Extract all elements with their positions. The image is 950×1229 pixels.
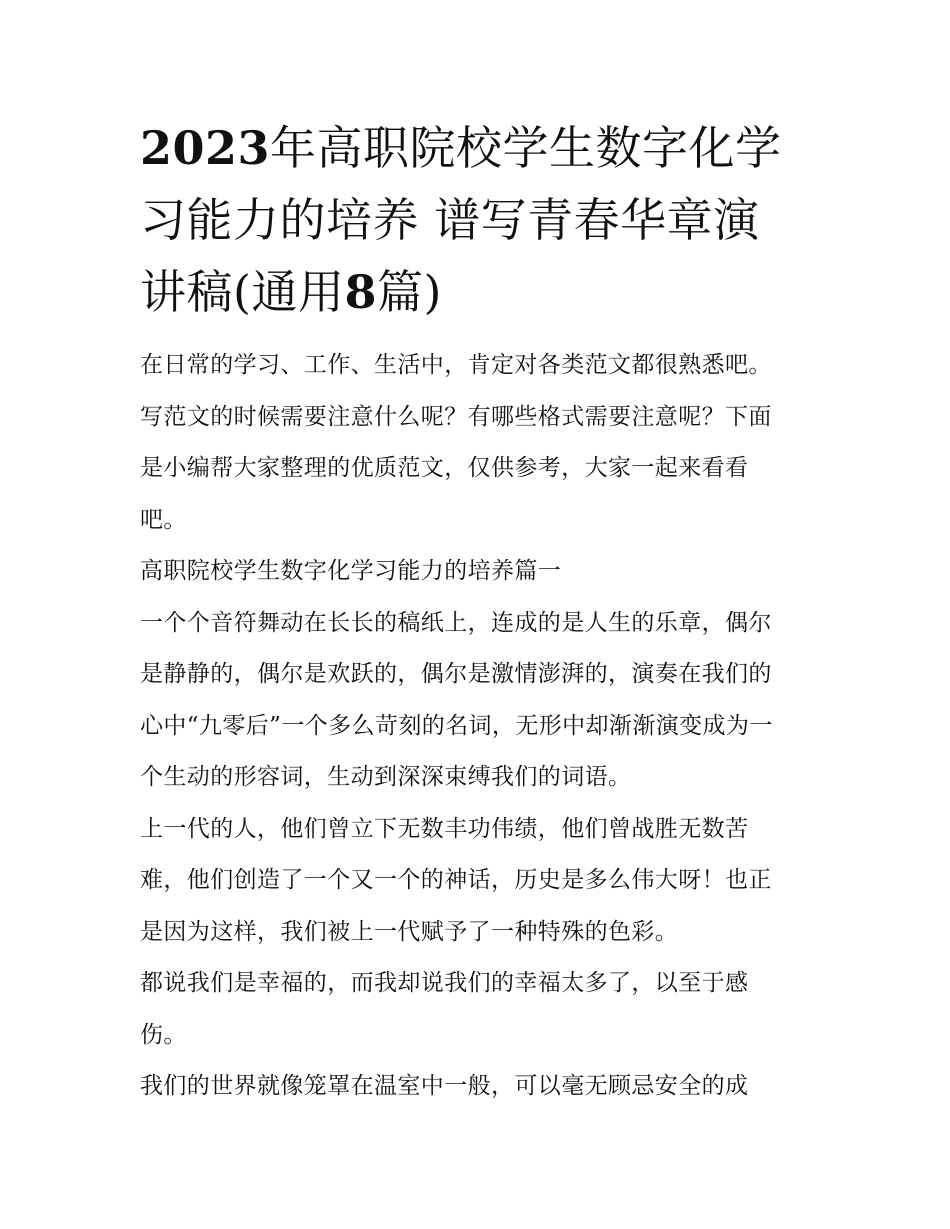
- text-line: 伤。: [140, 1021, 187, 1048]
- intro-paragraph: [140, 340, 815, 546]
- title-text: 习能力的培养 谱写青春华章演: [140, 193, 760, 247]
- body-paragraph: [140, 958, 815, 1061]
- title-year: 2023: [140, 121, 271, 175]
- text-line: 是静静的，偶尔是欢跃的，偶尔是激情澎湃的，演奏在我们的: [140, 661, 772, 687]
- section-heading: [140, 546, 815, 598]
- title-line: [140, 256, 815, 328]
- title-text: 年高职院校学生数字化学: [270, 121, 782, 175]
- text-line: 心中“九零后”一个多么苛刻的名词，无形中却渐渐演变成为一: [140, 712, 773, 739]
- text-line: 高职院校学生数字化学习能力的培养篇一: [140, 558, 562, 584]
- title-text: 篇): [376, 265, 442, 319]
- body-paragraph: [140, 804, 815, 959]
- text-line: 是小编帮大家整理的优质范文，仅供参考，大家一起来看看: [140, 455, 749, 481]
- text-line: 一个个音符舞动在长长的稿纸上，连成的是人生的乐章，偶尔: [140, 609, 772, 636]
- document-title: [140, 112, 815, 328]
- document-body: [140, 112, 815, 1113]
- text-line: 难，他们创造了一个又一个的神话，历史是多么伟大呀！也正: [140, 867, 772, 893]
- text-line: 是因为这样，我们被上一代赋予了一种特殊的色彩。: [140, 918, 679, 945]
- body-paragraph: [140, 1061, 815, 1113]
- title-text: 讲稿(通用: [140, 265, 345, 319]
- text-line: 吧。: [140, 506, 187, 533]
- text-line: 上一代的人，他们曾立下无数丰功伟绩，他们曾战胜无数苦: [140, 815, 749, 842]
- text-line: 写范文的时候需要注意什么呢？有哪些格式需要注意呢？下面: [140, 403, 772, 430]
- title-line: [140, 184, 815, 256]
- text-line: 我们的世界就像笼罩在温室中一般，可以毫无顾忌安全的成: [140, 1073, 749, 1099]
- title-count: 8: [344, 265, 377, 319]
- body-paragraph: [140, 598, 815, 804]
- text-line: 都说我们是幸福的，而我却说我们的幸福太多了，以至于感: [140, 970, 749, 996]
- text-line: 在日常的学习、工作、生活中，肯定对各类范文都很熟悉吧。: [140, 352, 772, 378]
- title-line: [140, 112, 815, 184]
- text-line: 个生动的形容词，生动到深深束缚我们的词语。: [140, 764, 632, 790]
